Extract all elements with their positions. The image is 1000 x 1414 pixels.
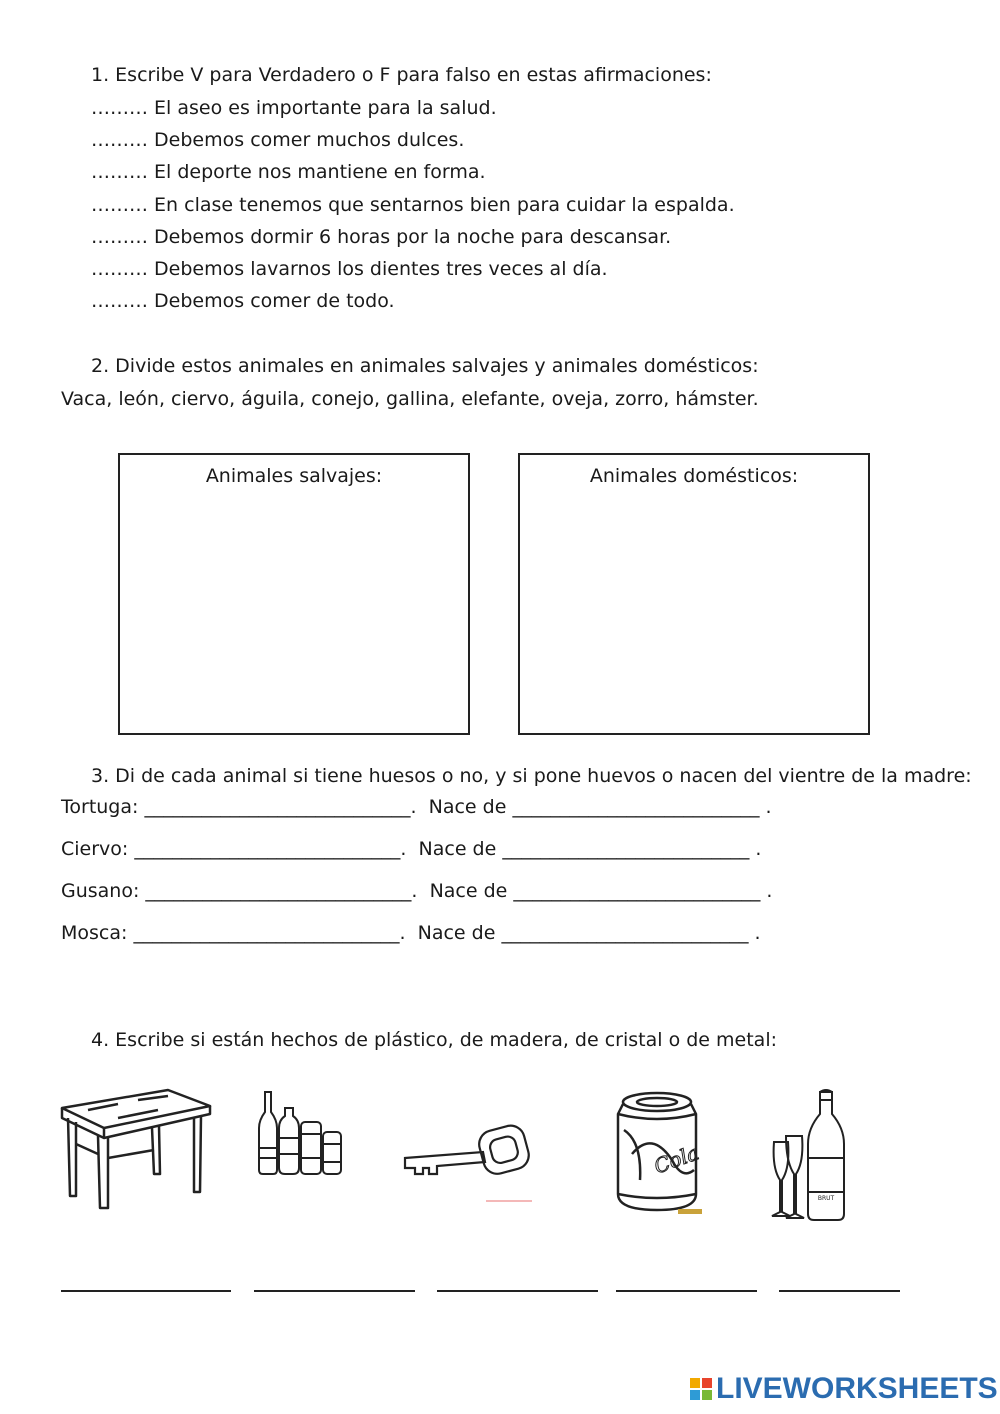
material-answer-line-1[interactable]	[61, 1268, 231, 1292]
tf-answer-blank[interactable]: ………	[91, 129, 148, 151]
logo-text: LIVEWORKSHEETS	[716, 1372, 998, 1405]
tf-row	[91, 194, 735, 216]
bones-answer-line[interactable]: ____________________________.	[145, 880, 418, 902]
section4-heading: 4. Escribe si están hechos de plástico, de madera, de cristal o de metal:	[91, 1029, 777, 1051]
domestic-animals-title: Animales domésticos:	[589, 465, 799, 487]
birth-answer-line[interactable]: __________________________ .	[513, 880, 773, 902]
birth-answer-line[interactable]: __________________________ .	[512, 796, 772, 818]
domestic-animals-box[interactable]	[518, 453, 870, 735]
logo-block-red	[702, 1378, 712, 1388]
section1-heading: 1. Escribe V para Verdadero o F para falso en estas afirmaciones:	[91, 64, 712, 86]
table-icon	[58, 1088, 218, 1213]
tf-row	[91, 226, 671, 248]
tf-statement: En clase tenemos que sentarnos bien para cuidar la espalda.	[154, 194, 735, 216]
nace-label: Nace de	[417, 922, 496, 944]
logo-blocks	[690, 1378, 712, 1400]
tf-row	[91, 290, 395, 312]
tf-row	[91, 129, 464, 151]
animal-row-ciervo	[61, 838, 761, 860]
material-answer-line-2[interactable]	[254, 1268, 415, 1292]
tf-answer-blank[interactable]: ………	[91, 194, 148, 216]
key-caption-strip	[486, 1200, 532, 1202]
tf-row	[91, 258, 608, 280]
tf-answer-blank[interactable]: ………	[91, 161, 148, 183]
bones-answer-line[interactable]: ____________________________.	[133, 922, 406, 944]
animal-row-gusano	[61, 880, 772, 902]
can-sticker	[678, 1209, 702, 1214]
liveworksheets-logo	[690, 1372, 998, 1406]
tf-answer-blank[interactable]: ………	[91, 226, 148, 248]
animal-list: Vaca, león, ciervo, águila, conejo, gallina, elefante, oveja, zorro, hámster.	[61, 388, 759, 410]
bottle-label: BRUT	[817, 1195, 835, 1202]
tf-row	[91, 161, 486, 183]
section2-heading: 2. Divide estos animales en animales salvajes y animales domésticos:	[91, 355, 759, 377]
tf-statement: El aseo es importante para la salud.	[154, 97, 497, 119]
tf-row	[91, 97, 497, 119]
nace-label: Nace de	[428, 796, 507, 818]
bones-answer-line[interactable]: ____________________________.	[134, 838, 407, 860]
bottles-cans-icon	[255, 1088, 345, 1178]
material-answer-line-4[interactable]	[616, 1268, 757, 1292]
can-label: Cola	[650, 1140, 702, 1179]
birth-answer-line[interactable]: __________________________ .	[502, 838, 762, 860]
logo-block-orange	[690, 1378, 700, 1388]
animal-label: Mosca:	[61, 922, 128, 944]
key-icon	[403, 1122, 533, 1182]
logo-block-blue	[690, 1390, 700, 1400]
material-answer-line-5[interactable]	[779, 1268, 900, 1292]
tf-statement: Debemos dormir 6 horas por la noche para descansar.	[154, 226, 672, 248]
animal-label: Gusano:	[61, 880, 140, 902]
wild-animals-title: Animales salvajes:	[205, 465, 383, 487]
tf-answer-blank[interactable]: ………	[91, 258, 148, 280]
animal-row-mosca	[61, 922, 761, 944]
birth-answer-line[interactable]: __________________________ .	[501, 922, 761, 944]
tf-statement: Debemos comer de todo.	[154, 290, 395, 312]
tf-answer-blank[interactable]: ………	[91, 97, 148, 119]
material-answer-line-3[interactable]	[437, 1268, 598, 1292]
tf-answer-blank[interactable]: ………	[91, 290, 148, 312]
tf-statement: Debemos comer muchos dulces.	[154, 129, 465, 151]
cola-can-icon	[612, 1090, 702, 1215]
champagne-icon	[768, 1088, 868, 1223]
animal-row-tortuga	[61, 796, 772, 818]
nace-label: Nace de	[418, 838, 497, 860]
section3-heading: 3. Di de cada animal si tiene huesos o no, y si pone huevos o nacen del vientre de la madre:	[91, 765, 972, 787]
bones-answer-line[interactable]: ____________________________.	[144, 796, 417, 818]
logo-block-green	[702, 1390, 712, 1400]
nace-label: Nace de	[429, 880, 508, 902]
animal-label: Tortuga:	[61, 796, 139, 818]
wild-animals-box[interactable]	[118, 453, 470, 735]
animal-label: Ciervo:	[61, 838, 129, 860]
tf-statement: Debemos lavarnos los dientes tres veces al día.	[154, 258, 608, 280]
tf-statement: El deporte nos mantiene en forma.	[154, 161, 486, 183]
